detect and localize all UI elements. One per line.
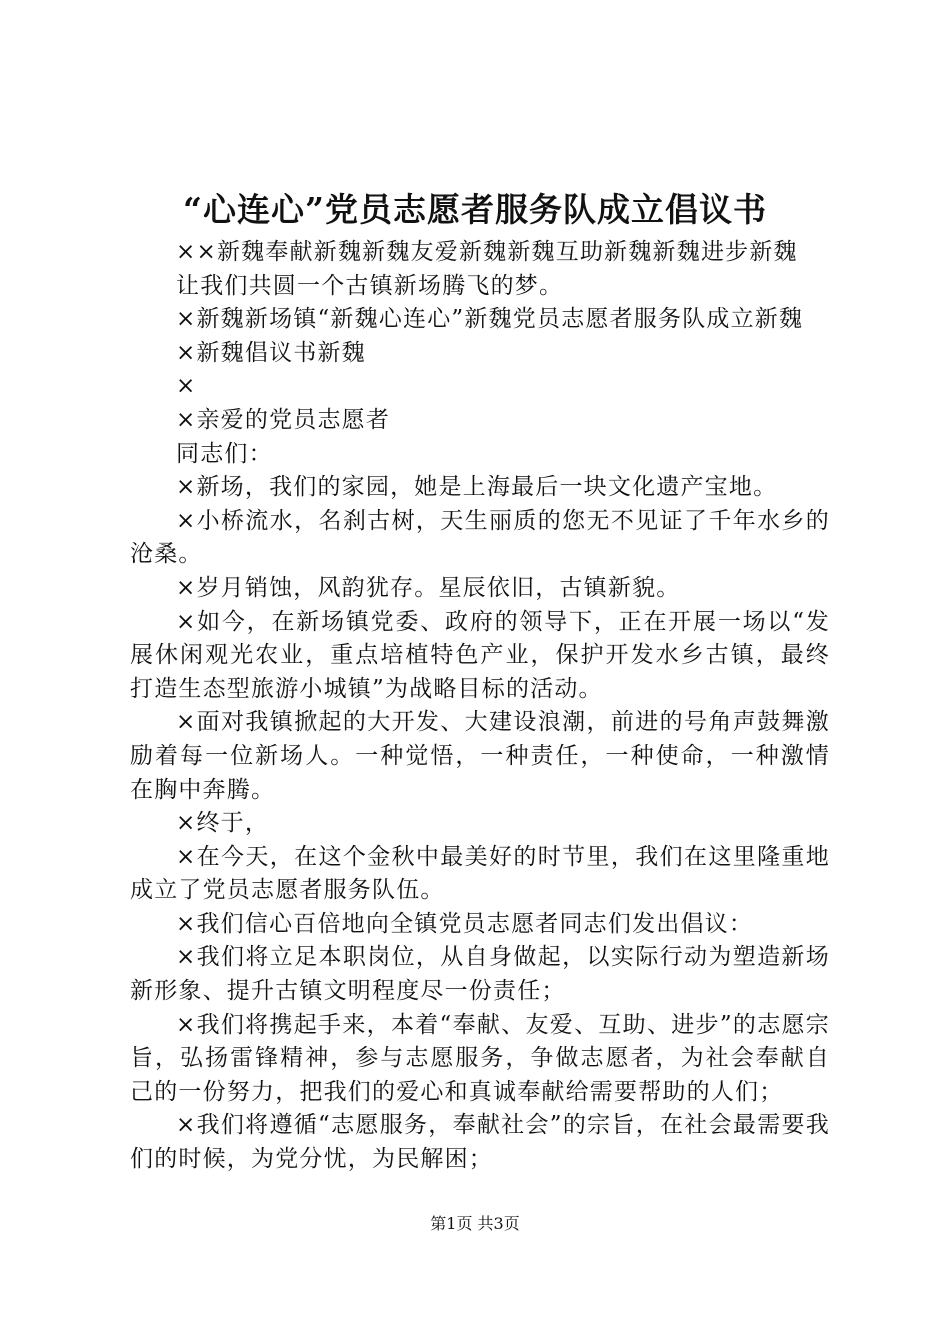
paragraph: ×我们将立足本职岗位，从自身做起，以实际行动为塑造新场新形象、提升古镇文明程度尽一份责任； — [130, 944, 830, 1005]
paragraph: ×我们信心百倍地向全镇党员志愿者同志们发出倡议： — [176, 910, 754, 937]
paragraph: 同志们： — [176, 440, 273, 467]
paragraph: ××新魏奉献新魏新魏友爱新魏新魏互助新魏新魏进步新魏 — [176, 239, 798, 265]
paragraph: 让我们共圆一个古镇新场腾飞的梦。 — [176, 272, 564, 299]
document-title: “心连心”党员志愿者服务队成立倡议书 — [183, 190, 767, 229]
paragraph: ×新魏新场镇“新魏心连心”新魏党员志愿者服务队成立新魏 — [176, 306, 804, 333]
page-footer: 第1页 共3页 — [430, 1214, 520, 1233]
paragraph: ×小桥流水，名刹古树，天生丽质的您无不见证了千年水乡的沧桑。 — [130, 507, 830, 568]
paragraph: ×新场，我们的家园，她是上海最后一块文化遗产宝地。 — [176, 474, 778, 501]
paragraph: × — [176, 373, 197, 400]
paragraph: ×新魏倡议书新魏 — [176, 339, 366, 366]
paragraph: ×如今，在新场镇党委、政府的领导下，正在开展一场以“发展休闲观光农业，重点培植特色产业，保护开发水乡古镇，最终打造生态型旅游小城镇”为战略目标的活动。 — [130, 608, 830, 702]
paragraph: ×在今天，在这个金秋中最美好的时节里，我们在这里隆重地成立了党员志愿者服务队伍。 — [130, 843, 830, 904]
document-body — [130, 236, 830, 1177]
paragraph: ×岁月销蚀，风韵犹存。星辰依旧，古镇新貌。 — [176, 574, 681, 601]
paragraph: ×我们将携起手来，本着“奉献、友爱、互助、进步”的志愿宗旨，弘扬雷锋精神，参与志愿服务，争做志愿者，为社会奉献自己的一份努力，把我们的爱心和真诚奉献给需要帮助的人们； — [130, 1011, 830, 1105]
paragraph: ×终于， — [176, 810, 270, 837]
paragraph: ×我们将遵循“志愿服务，奉献社会”的宗旨，在社会最需要我们的时候，为党分忧，为民解困； — [130, 1112, 830, 1173]
paragraph: ×面对我镇掀起的大开发、大建设浪潮，前进的号角声鼓舞激励着每一位新场人。一种觉悟，一种责任，一种使命，一种激情在胸中奔腾。 — [130, 709, 830, 803]
paragraph: ×亲爱的党员志愿者 — [176, 406, 391, 433]
